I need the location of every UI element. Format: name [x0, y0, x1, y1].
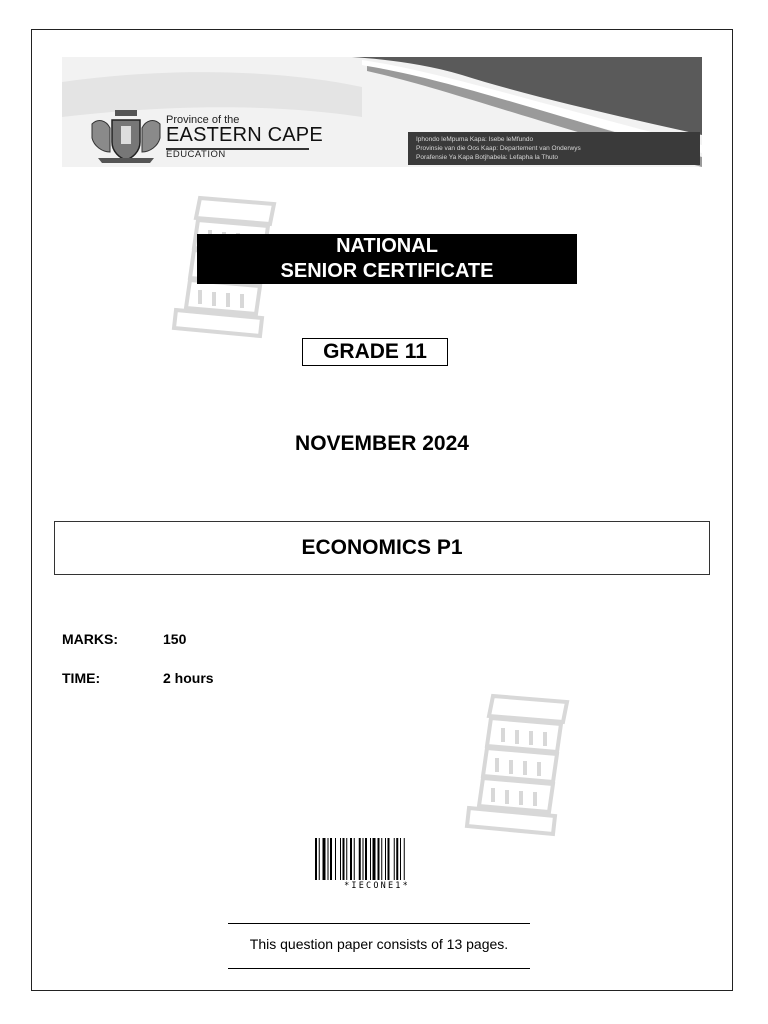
time-label: TIME:	[62, 670, 101, 686]
barcode-bar	[319, 838, 320, 880]
barcode-bar	[381, 838, 382, 880]
barcode-bar	[315, 838, 317, 880]
department-line-1: Iphondo leMpuma Kapa: Isebe leMfundo	[416, 136, 534, 143]
time-value: 2 hours	[163, 670, 214, 686]
barcode-bar	[350, 838, 352, 880]
barcode-bar	[363, 838, 364, 880]
barcode	[315, 838, 439, 880]
barcode-bar	[340, 838, 341, 880]
barcode-bar	[330, 838, 332, 880]
barcode-text: *IECONE1*	[344, 881, 410, 891]
certificate-title	[197, 234, 577, 284]
barcode-bar	[354, 838, 355, 880]
department-name: EDUCATION	[166, 149, 226, 160]
exam-date: NOVEMBER 2024	[295, 432, 469, 455]
barcode-bar	[388, 838, 390, 880]
barcode-bar	[370, 838, 371, 880]
barcode-bar	[378, 838, 380, 880]
tower-watermark-icon	[463, 688, 573, 840]
barcode-bar	[404, 838, 405, 880]
department-line-2: Provinsie van die Oos Kaap: Departement van Onderwys	[416, 145, 581, 152]
barcode-bar	[335, 838, 336, 880]
marks-label: MARKS:	[62, 631, 118, 647]
barcode-bar	[385, 838, 386, 880]
barcode-bar	[365, 838, 367, 880]
barcode-bar	[394, 838, 395, 880]
barcode-bar	[328, 838, 329, 880]
page-count-note: This question paper consists of 13 pages.	[249, 936, 509, 952]
barcode-bar	[346, 838, 347, 880]
marks-value: 150	[163, 631, 187, 647]
footer-rule-bottom	[228, 968, 530, 969]
barcode-bar	[373, 838, 376, 880]
province-name: EASTERN CAPE	[166, 124, 323, 146]
grade-label: GRADE 11	[302, 338, 448, 366]
province-prefix: Province of the	[166, 114, 240, 126]
subject-title: ECONOMICS P1	[54, 521, 710, 575]
certificate-line-1: NATIONAL	[336, 235, 438, 257]
footer-rule-top	[228, 923, 530, 924]
barcode-bar	[343, 838, 345, 880]
barcode-bar	[323, 838, 326, 880]
barcode-bar	[396, 838, 398, 880]
barcode-bar	[359, 838, 361, 880]
coat-of-arms-logo	[88, 108, 164, 164]
department-line-3: Porafensie Ya Kapa Botjhabela: Lefapha la Thuto	[416, 154, 559, 161]
barcode-bar	[400, 838, 401, 880]
certificate-line-2: SENIOR CERTIFICATE	[280, 260, 494, 282]
